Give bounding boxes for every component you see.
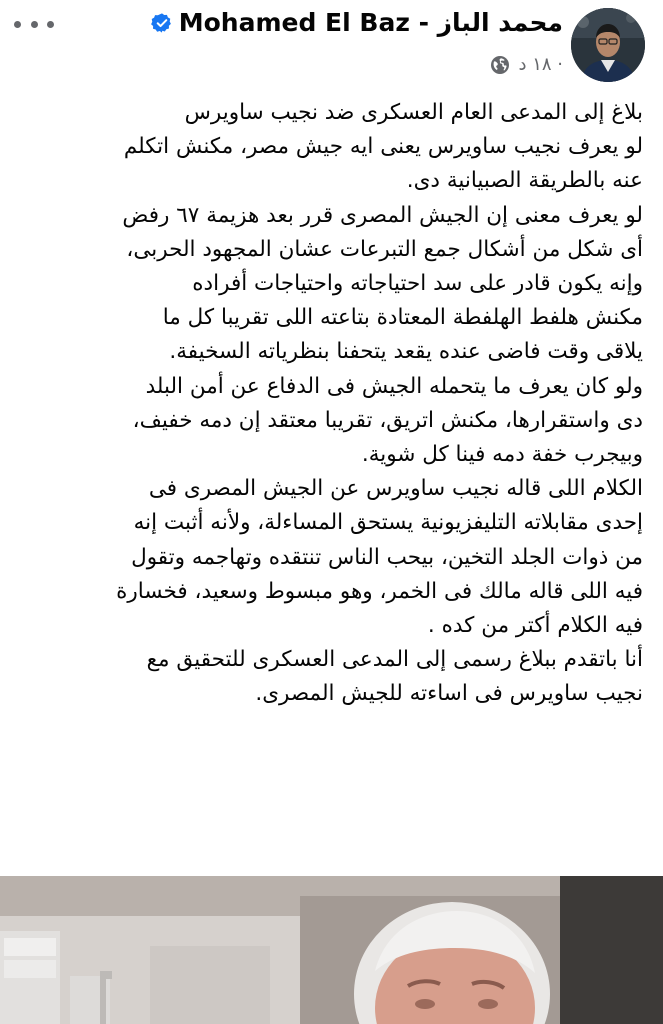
post-photo[interactable] [0, 876, 663, 1024]
post-line: إحدى مقابلاته التليفزيونية يستحق المساءلة، ولأنه أثبت إنه [133, 510, 643, 536]
avatar-photo [571, 8, 645, 82]
post-line: دى واستقرارها، مكنش اتريق، تقريبا معتقد إن دمه خفيف، [132, 407, 643, 433]
photo-image [0, 876, 663, 1024]
post-line: فيه اللى قاله مالك فى الخمر، وهو مبسوط وسعيد، فخسارة [116, 578, 643, 604]
post-line: أنا باتقدم ببلاغ رسمى إلى المدعى العسكرى للتحقيق مع [146, 647, 643, 673]
post-line: وإنه يكون قادر على سد احتياجاته واحتياجات أفراده [192, 271, 643, 297]
post-line: أى شكل من أشكال جمع التبرعات عشان المجهود الحربى، [126, 236, 643, 262]
post-body [0, 96, 659, 712]
author-name-link[interactable]: Mohamed El Baz - محمد الباز [178, 8, 563, 37]
post-line: عنه بالطريقة الصبيانية دى. [406, 168, 643, 194]
post-line: ولو كان يعرف ما يتحمله الجيش فى الدفاع عن أمن البلد [145, 373, 643, 399]
more-options-icon[interactable] [14, 14, 54, 34]
verified-badge-icon [151, 12, 173, 34]
post-timestamp[interactable]: ١٨ د · [518, 54, 563, 75]
post-line: مكنش هلفط الهلفطة المعتادة بتاعته اللى تقريبا كل ما [162, 305, 643, 331]
dot [14, 21, 21, 28]
author-avatar[interactable] [571, 8, 645, 82]
post-line: بلاغ إلى المدعى العام العسكرى ضد نجيب ساويرس [184, 100, 643, 125]
post-header [0, 0, 663, 90]
author-row [151, 8, 563, 37]
post-line: الكلام اللى قاله نجيب ساويرس عن الجيش المصرى فى [148, 476, 643, 502]
post-line: من ذوات الجلد التخين، بيحب الناس تنتقده وتهاجمه وتقول [131, 544, 643, 570]
post-line: يلاقى وقت فاضى عنده يقعد يتحفنا بنظرياته السخيفة. [169, 339, 643, 365]
dot [31, 21, 38, 28]
post-line: لو يعرف نجيب ساويرس يعنى ايه جيش مصر، مكنش اتكلم [123, 134, 643, 160]
globe-icon[interactable] [490, 55, 510, 75]
post-line: نجيب ساويرس فى اساءته للجيش المصرى. [255, 681, 643, 707]
post-meta [490, 54, 563, 75]
dot [47, 21, 54, 28]
post-line: لو يعرف معنى إن الجيش المصرى قرر بعد هزيمة ٦٧ رفض [122, 202, 643, 228]
post-line: وبيجرب خفة دمه فينا كل شوية. [361, 442, 643, 468]
post-line: فيه الكلام أكتر من كده . [427, 613, 643, 639]
